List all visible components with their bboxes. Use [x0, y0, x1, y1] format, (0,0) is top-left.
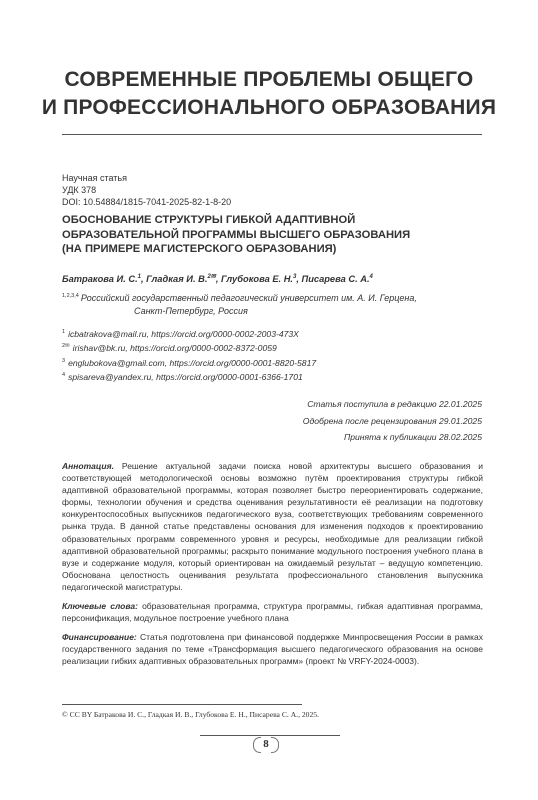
author-sup: 3 — [293, 274, 297, 280]
affiliation-line: Российский государственный педагогический университет им. А. И. Герцена, — [80, 293, 417, 303]
funding-label: Финансирование: — [62, 632, 137, 643]
contact-text: irishav@bk.ru, https://orcid.org/0000-0002-8372-0059 — [72, 343, 277, 354]
author-contacts — [62, 326, 316, 384]
funding-text: Статья подготовлена при финансовой поддержке Минпросвещения России в рамках государственного задания по теме «Трансформация высшего педагогического образования на основе реализации гибких адаптивных образовательных программ» (проект № VRFY-2024-0003). — [62, 632, 483, 667]
article-type: Научная статья — [62, 173, 127, 183]
journal-title-line: И ПРОФЕССИОНАЛЬНОГО ОБРАЗОВАНИЯ — [41, 96, 497, 119]
contact-text: englubokova@gmail.com, https://orcid.org/0000-0001-8820-5817 — [68, 357, 317, 368]
article-title-line: ОБОСНОВАНИЕ СТРУКТУРЫ ГИБКОЙ АДАПТИВНОЙ — [62, 214, 356, 226]
contact-item — [62, 369, 316, 383]
author-name: Глубокова Е. Н. — [220, 274, 294, 285]
article-title-line: (НА ПРИМЕРЕ МАГИСТЕРСКОГО ОБРАЗОВАНИЯ) — [62, 243, 337, 255]
affiliation-line: Санкт-Петербург, Россия — [134, 305, 248, 316]
abstract — [62, 460, 483, 593]
affiliation-sup: 1,2,3,4 — [62, 293, 79, 299]
author-sup: 2✉ — [207, 274, 216, 280]
journal-title-line: СОВРЕМЕННЫЕ ПРОБЛЕМЫ ОБЩЕГО — [64, 68, 474, 91]
author-sup: 1 — [137, 274, 141, 280]
contact-sup: 4 — [62, 372, 66, 379]
date-reviewed: Одобрена после рецензирования 29.01.2025 — [302, 415, 482, 426]
date-accepted: Принята к публикации 28.02.2025 — [344, 432, 482, 442]
contact-sup: 3 — [62, 357, 66, 364]
author-name: Батракова И. С. — [62, 274, 138, 285]
article-title — [62, 213, 410, 257]
abstract-label: Аннотация. — [62, 461, 114, 471]
keywords — [62, 600, 483, 624]
contact-item — [62, 326, 316, 340]
udk-code: УДК 378 — [62, 185, 97, 195]
doi: DOI: 10.54884/1815-7041-2025-82-1-8-20 — [62, 197, 232, 207]
contact-text: icbatrakova@mail.ru, https://orcid.org/0000-0002-2003-473X — [68, 328, 299, 339]
date-received: Статья поступила в редакцию 22.01.2025 — [307, 399, 482, 409]
affiliation — [62, 290, 417, 317]
article-title-line: ОБРАЗОВАТЕЛЬНОЙ ПРОГРАММЫ ВЫСШЕГО ОБРАЗОВАНИЯ — [62, 228, 411, 241]
page-number: 8 — [253, 735, 279, 753]
license-note: © CC BY Батракова И. С., Гладкая И. В., Глубокова Е. Н., Писарева С. А., 2025. — [62, 710, 319, 719]
author-name: Писарева С. А. — [301, 274, 370, 285]
footnote-divider — [62, 704, 302, 705]
author-name: Гладкая И. В. — [146, 274, 208, 285]
header-divider — [62, 134, 482, 135]
article-dates — [303, 396, 482, 446]
contact-item — [62, 340, 316, 354]
contact-item — [62, 355, 316, 369]
abstract-block — [62, 460, 483, 675]
author-sup: 4 — [369, 274, 373, 280]
keywords-label: Ключевые слова: — [62, 601, 138, 612]
article-meta — [62, 172, 231, 208]
contact-text: spisareva@yandex.ru, https://orcid.org/0000-0001-6366-1701 — [68, 372, 303, 383]
keywords-text: образовательная программа, структура программы, гибкая адаптивная программа, персонификация, модульное построение учебного плана — [62, 601, 484, 624]
author-list: Батракова И. С.$^1$, Гладкая И. В.$^{2✉}$, Глубокова Е. Н.$^3$, Писарева С. А.$^4$ — [62, 274, 373, 285]
funding — [62, 631, 483, 667]
journal-title — [0, 66, 538, 122]
contact-sup: 2✉ — [62, 343, 70, 350]
contact-sup: 1 — [62, 329, 66, 335]
abstract-text: Решение актуальной задачи поиска новой архитектуры высшего образования и соответствующей методологической основы возможно путём проектирования структуры гибкой адаптивной образовательной программы, которая позволяет быстро переориентировать содержание, формы, технологии обучения и средства оценивания результативности её реализации на подготовку конкурентоспособных выпускников педагогического вуза, соответствующих требованиям современного рынка труда. В данной статье представлены основания для изменения подходов к проектированию образовательных программ современного уровня и ресурсы, необходимые для реализации гибкой адаптивной образовательной программы; раскрыто понимание модульного построения учебного плана в вузе и содержание модуля, который ориентирован на ожидаемый результат – ведущую компетенцию. Обоснована целостность оценивания результата профессионального становления выпускника педагогической магистратуры. — [62, 461, 483, 592]
